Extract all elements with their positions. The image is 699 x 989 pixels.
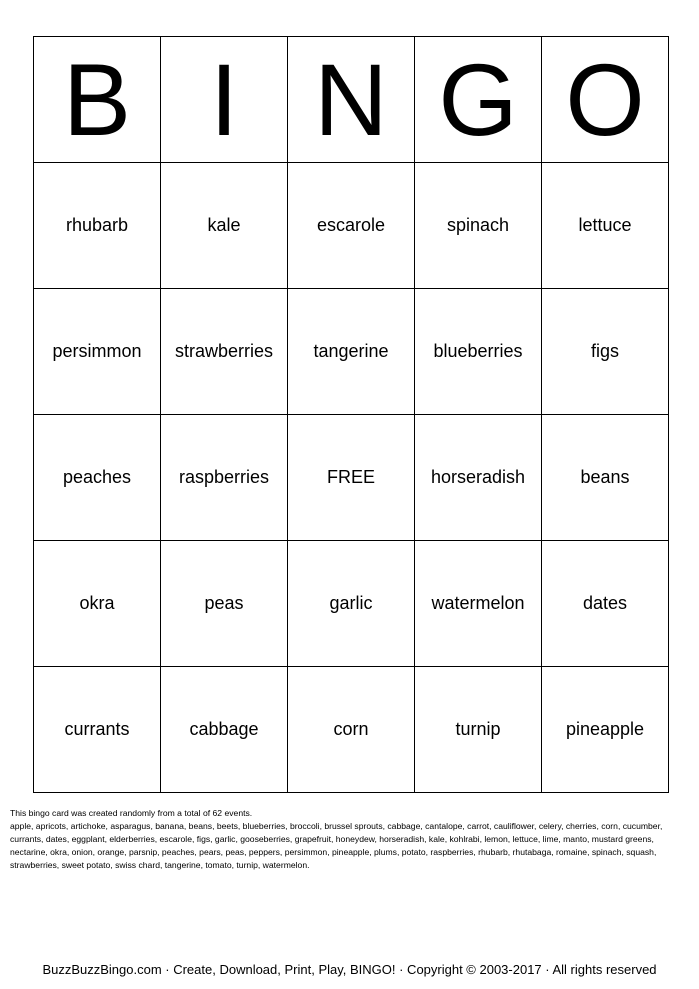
free-space-cell: FREE xyxy=(288,415,415,541)
header-letter-i: I xyxy=(161,37,288,163)
bingo-cell: peas xyxy=(161,541,288,667)
bingo-row xyxy=(34,289,669,415)
bingo-row xyxy=(34,163,669,289)
header-letter-g: G xyxy=(415,37,542,163)
bingo-cell: turnip xyxy=(415,667,542,793)
header-letter-o: O xyxy=(542,37,669,163)
bingo-cell: beans xyxy=(542,415,669,541)
bingo-cell: lettuce xyxy=(542,163,669,289)
bingo-cell: cabbage xyxy=(161,667,288,793)
created-info-line: This bingo card was created randomly from a total of 62 events. xyxy=(10,808,253,818)
bingo-cell: escarole xyxy=(288,163,415,289)
bingo-cell: blueberries xyxy=(415,289,542,415)
header-letter-n: N xyxy=(288,37,415,163)
bingo-cell: rhubarb xyxy=(34,163,161,289)
card-info xyxy=(10,807,690,872)
bingo-cell: pineapple xyxy=(542,667,669,793)
bingo-row xyxy=(34,667,669,793)
bingo-cell: strawberries xyxy=(161,289,288,415)
bingo-cell: corn xyxy=(288,667,415,793)
bingo-cell: okra xyxy=(34,541,161,667)
bingo-header-row xyxy=(34,37,669,163)
footer-text: BuzzBuzzBingo.com · Create, Download, Print, Play, BINGO! · Copyright © 2003-2017 · All rights reserved xyxy=(42,962,657,977)
bingo-row xyxy=(34,541,669,667)
bingo-cell: watermelon xyxy=(415,541,542,667)
events-list: apple, apricots, artichoke, asparagus, banana, beans, beets, blueberries, broccoli, brussel sprouts, cabbage, cantalope, carrot, cauliflower, celery, cherries, corn, cucumber, currants, dates, eggplant, elderberries, escarole, figs, garlic, gooseberries, grapefruit, honeydew, horseradish, kale, kohlrabi, lemon, lettuce, lime, manto, mustard greens, nectarine, okra, onion, orange, parsnip, peaches, pears, peas, peppers, persimmon, pineapple, plums, potato, raspberries, rhubarb, rhutabaga, romaine, spinach, squash, strawberries, sweet potato, swiss chard, tangerine, tomato, turnip, watermelon. xyxy=(10,821,663,870)
bingo-cell: raspberries xyxy=(161,415,288,541)
bingo-row xyxy=(34,415,669,541)
header-letter-b: B xyxy=(34,37,161,163)
bingo-cell: tangerine xyxy=(288,289,415,415)
bingo-cell: kale xyxy=(161,163,288,289)
bingo-cell: figs xyxy=(542,289,669,415)
bingo-card xyxy=(33,36,669,793)
bingo-cell: persimmon xyxy=(34,289,161,415)
bingo-cell: horseradish xyxy=(415,415,542,541)
bingo-cell: garlic xyxy=(288,541,415,667)
bingo-cell: peaches xyxy=(34,415,161,541)
bingo-cell: spinach xyxy=(415,163,542,289)
bingo-cell: dates xyxy=(542,541,669,667)
bingo-cell: currants xyxy=(34,667,161,793)
